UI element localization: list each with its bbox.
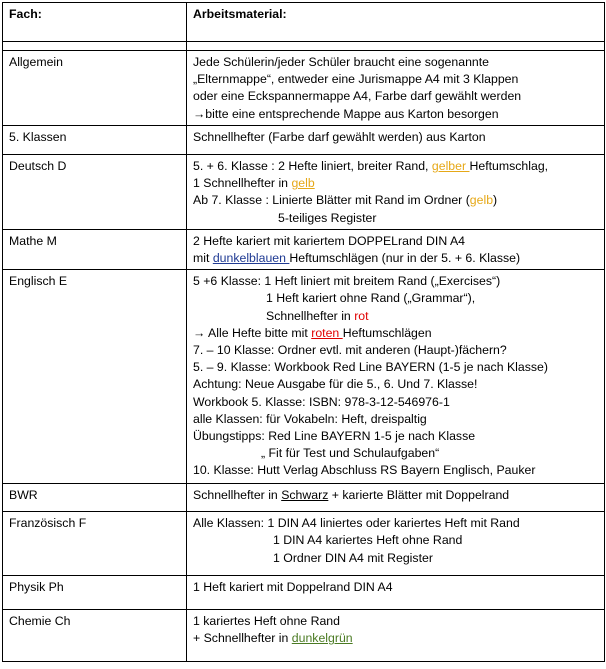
header-material: Arbeitsmaterial: xyxy=(187,3,605,42)
material-cell xyxy=(187,576,605,610)
materials-table xyxy=(2,2,605,662)
material-line: oder eine Eckspannermappe A4, Farbe darf gewählt werden xyxy=(193,89,522,104)
row-5-klassen xyxy=(3,126,605,155)
color-word-red: roten xyxy=(311,325,343,340)
color-word-yellow: gelb xyxy=(469,193,494,208)
material-line: 10. Klasse: Hutt Verlag Abschluss RS Bayern Englisch, Pauker xyxy=(193,463,536,478)
color-word-yellow: gelber xyxy=(431,159,470,173)
subject-cell: Deutsch D xyxy=(3,155,187,230)
material-line: „ Fit für Test und Schulaufgaben“ xyxy=(261,446,440,461)
material-line: 7. – 10 Klasse: Ordner evtl. mit anderen (Haupt-)fächern? xyxy=(193,343,507,358)
material-line: 1 Heft kariert ohne Rand („Grammar“), xyxy=(266,291,476,306)
row-physik xyxy=(3,576,605,610)
color-word-red: rot xyxy=(354,308,369,323)
material-line: 1 Ordner DIN A4 mit Register xyxy=(273,550,433,565)
subject-cell: 5. Klassen xyxy=(3,126,187,155)
material-cell xyxy=(187,229,605,269)
row-bwr xyxy=(3,484,605,512)
color-word-navy: dunkelblauen xyxy=(212,251,290,266)
material-line: → Alle Hefte bitte mit roten Heftumschlägen xyxy=(193,325,432,340)
material-line: Jede Schülerin/jeder Schüler braucht eine sogenannte xyxy=(193,55,490,69)
subject-cell: Mathe M xyxy=(3,229,187,269)
material-line: 1 Schnellhefter in gelb xyxy=(193,176,315,191)
color-word-black: Schwarz xyxy=(281,488,329,503)
material-cell xyxy=(187,155,605,230)
material-line: 1 Heft kariert mit Doppelrand DIN A4 xyxy=(193,580,393,595)
subject-cell: Chemie Ch xyxy=(3,610,187,662)
material-cell xyxy=(187,484,605,512)
header-row xyxy=(3,3,605,42)
subject-cell: Englisch E xyxy=(3,270,187,484)
material-line: Schnellhefter (Farbe darf gewählt werden) aus Karton xyxy=(193,130,486,144)
row-chemie xyxy=(3,610,605,662)
material-line: Schnellhefter in Schwarz + karierte Blätter mit Doppelrand xyxy=(193,488,510,503)
subject-cell: Französisch F xyxy=(3,512,187,576)
material-line: Achtung: Neue Ausgabe für die 5., 6. Und 7. Klasse! xyxy=(193,377,478,392)
material-cell xyxy=(187,512,605,576)
material-line: 1 kariertes Heft ohne Rand xyxy=(193,614,340,629)
material-line: Schnellhefter in rot xyxy=(266,308,369,323)
row-mathe xyxy=(3,229,605,269)
material-cell xyxy=(187,51,605,126)
material-line: alle Klassen: für Vokabeln: Heft, dreispaltig xyxy=(193,411,427,426)
row-englisch xyxy=(3,270,605,484)
row-deutsch xyxy=(3,155,605,230)
material-line: „Elternmappe“, entweder eine Jurismappe A4 mit 3 Klappen xyxy=(193,72,519,87)
subject-cell: BWR xyxy=(3,484,187,512)
spacer-row xyxy=(3,42,605,51)
material-cell xyxy=(187,270,605,484)
header-subject: Fach: xyxy=(3,3,187,42)
material-cell xyxy=(187,610,605,662)
material-cell xyxy=(187,126,605,155)
material-line: 5-teiliges Register xyxy=(278,210,377,225)
material-line: Ab 7. Klasse : Linierte Blätter mit Rand im Ordner (gelb) xyxy=(193,193,498,208)
material-line: + Schnellhefter in dunkelgrün xyxy=(193,631,353,646)
row-franzoesisch xyxy=(3,512,605,576)
material-line: mit dunkelblauen Heftumschlägen (nur in der 5. + 6. Klasse) xyxy=(193,251,521,266)
color-word-green: dunkelgrün xyxy=(291,631,353,646)
color-word-yellow: gelb xyxy=(291,176,315,191)
arrow-right-icon: → xyxy=(193,106,206,121)
subject-cell: Physik Ph xyxy=(3,576,187,610)
material-line: 5. – 9. Klasse: Workbook Red Line BAYERN (1-5 je nach Klasse) xyxy=(193,360,548,375)
material-line: 1 DIN A4 kariertes Heft ohne Rand xyxy=(273,533,463,548)
material-line: Übungstipps: Red Line BAYERN 1-5 je nach Klasse xyxy=(193,429,476,444)
row-allgemein xyxy=(3,51,605,126)
material-line: Workbook 5. Klasse: ISBN: 978-3-12-546976-1 xyxy=(193,394,450,409)
material-line: Alle Klassen: 1 DIN A4 liniertes oder kariertes Heft mit Rand xyxy=(193,516,520,531)
subject-cell: Allgemein xyxy=(3,51,187,126)
material-line: 5. + 6. Klasse : 2 Hefte liniert, breiter Rand, gelber Heftumschlag, xyxy=(193,159,549,173)
material-line: 5 +6 Klasse: 1 Heft liniert mit breitem Rand („Exercises“) xyxy=(193,274,501,289)
material-line: 2 Hefte kariert mit kariertem DOPPELrand DIN A4 xyxy=(193,233,465,248)
material-line: →bitte eine entsprechende Mappe aus Karton besorgen xyxy=(193,106,499,121)
